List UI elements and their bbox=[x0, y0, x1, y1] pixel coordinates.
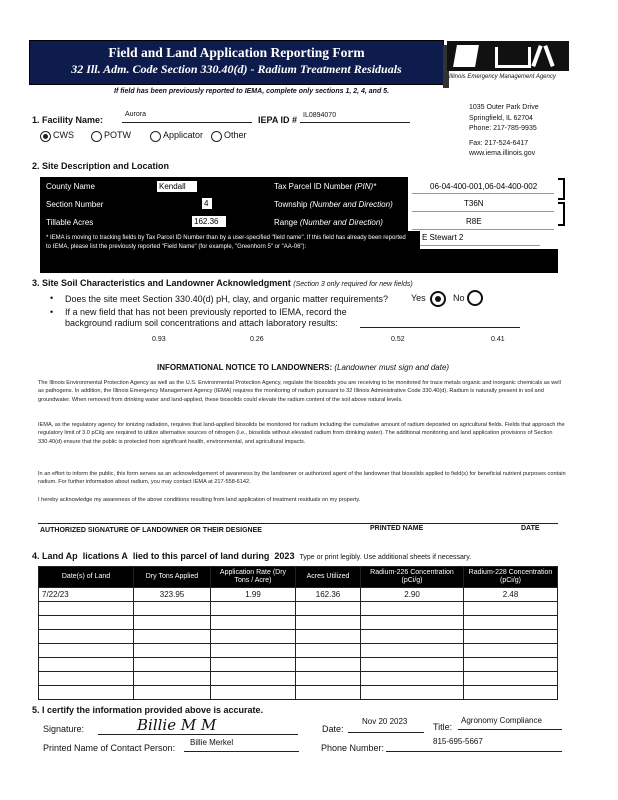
table-cell[interactable] bbox=[134, 616, 211, 630]
tax-parcel-value[interactable]: 06-04-400-001,06-04-400-002 bbox=[430, 182, 538, 191]
table-cell[interactable] bbox=[39, 644, 134, 658]
notice-paragraph-1: The Illinois Environmental Protection Agency as well as the U.S. Environmental Protection Agency, regulate the biosolids you are receiving to be monitored for trace metals organic and inorganic chemicals as well as pathogens. In addition, the Illinois Emergency Management Agency (IEMA) requires the monitoring of radium pursuant to 32 Illinois Administrative Code 330.40(d). Radium is naturally present in soil and groundwater. When removed from drinking water and land-applied, these biosolids could elevate the radium content of the soil above natural levels. bbox=[38, 380, 561, 403]
notice-paragraph-2: IEMA, as the regulatory agency for ionizing radiation, requires that land-applied biosolids be monitored for radium including the cumulative amount of radium deposited on agricultural fields. Fields that approach the regulatory limit of 3.0 pCi/g are required to utilize alternative sources of nitrogen (i.e., biosolids without elevated radium from drinking water). The additional monitoring and land application provisions of Section 330.40(d) ensure that the public is protected from significant health, environmental, and agricultural impacts. bbox=[38, 422, 565, 445]
county-label: County Name bbox=[46, 182, 95, 191]
agency-name: Illinois Emergency Management Agency bbox=[449, 74, 556, 80]
yes-radio[interactable] bbox=[430, 291, 446, 307]
address-city: Springfield, IL 62704 bbox=[469, 115, 533, 122]
table-cell[interactable]: 323.95 bbox=[134, 588, 211, 602]
township-label: Township bbox=[274, 200, 308, 209]
table-cell[interactable] bbox=[361, 686, 464, 700]
table-cell[interactable]: 7/22/23 bbox=[39, 588, 134, 602]
table-cell[interactable] bbox=[39, 686, 134, 700]
panel-bracket-1 bbox=[558, 178, 565, 200]
township-hint: (Number and Direction) bbox=[309, 200, 393, 209]
cws-label: CWS bbox=[53, 130, 74, 140]
panel-bracket-2 bbox=[558, 202, 565, 226]
table-row bbox=[39, 644, 558, 658]
range-hint: (Number and Direction) bbox=[299, 218, 383, 227]
title-underline bbox=[458, 729, 562, 730]
no-radio[interactable] bbox=[467, 290, 483, 306]
table-cell[interactable] bbox=[296, 672, 361, 686]
table-cell[interactable] bbox=[134, 672, 211, 686]
tax-parcel-label: Tax Parcel ID Number bbox=[274, 182, 353, 191]
form-title-banner bbox=[29, 40, 444, 85]
table-cell[interactable]: 1.99 bbox=[211, 588, 296, 602]
address-phone: Phone: 217-785-9935 bbox=[469, 125, 537, 132]
notice-heading-note: (Landowner must sign and date) bbox=[334, 363, 450, 372]
table-cell[interactable] bbox=[296, 686, 361, 700]
table-cell[interactable] bbox=[464, 616, 558, 630]
table-cell[interactable] bbox=[134, 658, 211, 672]
table-cell[interactable] bbox=[134, 630, 211, 644]
soil-value-3[interactable]: 0.52 bbox=[391, 336, 405, 343]
table-cell[interactable] bbox=[39, 672, 134, 686]
land-application-table bbox=[38, 566, 558, 700]
tillable-acres-label: Tillable Acres bbox=[46, 218, 94, 227]
table-cell[interactable] bbox=[134, 644, 211, 658]
table-row bbox=[39, 602, 558, 616]
table-cell[interactable] bbox=[361, 602, 464, 616]
table-cell[interactable] bbox=[296, 602, 361, 616]
signature-underline bbox=[98, 734, 298, 735]
soil-value-2[interactable]: 0.26 bbox=[250, 336, 264, 343]
table-cell[interactable] bbox=[464, 644, 558, 658]
section4-heading-b: lications A bbox=[82, 551, 128, 561]
field-name-note: * IEMA is moving to tracking fields by Tax Parcel ID Number than by a user-specified "field name". If this field has already been reported to IEMA, please list the previously reported "Field Name" (for example, "Greenhorn 5" or "AA-06"): bbox=[46, 235, 406, 250]
q2-line2: background radium soil concentrations and attach laboratory results: bbox=[65, 318, 338, 328]
table-row bbox=[39, 588, 558, 602]
table-cell[interactable] bbox=[39, 630, 134, 644]
signature-label: Signature: bbox=[43, 724, 85, 734]
section4-year[interactable]: 2023 bbox=[274, 551, 295, 561]
section4-note: Type or print legibly. Use additional sheets if necessary. bbox=[299, 554, 472, 561]
col-radium-226: Radium-226 Concentration (pCi/g) bbox=[361, 567, 464, 588]
potw-radio[interactable] bbox=[91, 131, 102, 142]
q2-line1: If a new field that has not been previously reported to IEMA, record the bbox=[65, 307, 347, 317]
landowner-signature-label: AUTHORIZED SIGNATURE OF LANDOWNER OR THEIR DESIGNEE bbox=[40, 527, 262, 534]
table-cell[interactable] bbox=[296, 616, 361, 630]
table-cell[interactable] bbox=[134, 686, 211, 700]
section1-heading: 1. Facility Name: bbox=[32, 115, 104, 125]
section-number-field[interactable]: 4 bbox=[202, 198, 212, 209]
table-cell[interactable] bbox=[134, 602, 211, 616]
address-web: www.iema.illinois.gov bbox=[469, 150, 536, 157]
iepa-id-value[interactable]: IL0894070 bbox=[303, 112, 337, 119]
table-cell[interactable] bbox=[211, 644, 296, 658]
previously-reported-notice: If field has been previously reported to IEMA, complete only sections 1, 2, 4, and 5. bbox=[114, 88, 390, 95]
section5-heading: 5. I certify the information provided above is accurate. bbox=[32, 705, 264, 715]
table-cell[interactable]: 2.90 bbox=[361, 588, 464, 602]
table-cell[interactable] bbox=[464, 602, 558, 616]
table-cell[interactable] bbox=[464, 658, 558, 672]
table-cell[interactable]: 2.48 bbox=[464, 588, 558, 602]
form-subtitle: 32 Ill. Adm. Code Section 330.40(d) - Radium Treatment Residuals bbox=[71, 62, 402, 76]
col-dry-tons: Dry Tons Applied bbox=[134, 567, 211, 588]
address-street: 1035 Outer Park Drive bbox=[469, 104, 539, 111]
range-value[interactable]: R8E bbox=[466, 217, 482, 226]
other-label: Other bbox=[224, 130, 247, 140]
notice-heading: INFORMATIONAL NOTICE TO LANDOWNERS: bbox=[157, 363, 333, 372]
range-label: Range bbox=[274, 218, 298, 227]
iema-logo bbox=[447, 41, 569, 71]
col-app-rate: Application Rate (Dry Tons / Acre) bbox=[211, 567, 296, 588]
section3-note: (Section 3 only required for new fields) bbox=[293, 281, 413, 288]
col-acres: Acres Utilized bbox=[296, 567, 361, 588]
township-value[interactable]: T36N bbox=[464, 199, 484, 208]
contact-name-label: Printed Name of Contact Person: bbox=[43, 743, 176, 753]
tillable-acres-field[interactable]: 162.36 bbox=[192, 216, 226, 227]
field-name-value[interactable]: E Stewart 2 bbox=[422, 233, 464, 242]
address-fax: Fax: 217-524-6417 bbox=[469, 140, 529, 147]
title-value[interactable]: Agronomy Compliance bbox=[461, 716, 542, 725]
table-cell[interactable] bbox=[296, 658, 361, 672]
field-name-box bbox=[420, 231, 558, 249]
table-row bbox=[39, 616, 558, 630]
contact-name-underline bbox=[184, 751, 299, 752]
printed-name-label: PRINTED NAME bbox=[370, 525, 424, 532]
table-cell[interactable] bbox=[211, 686, 296, 700]
title-label: Title: bbox=[433, 722, 453, 732]
applicator-label: Applicator bbox=[163, 130, 204, 140]
notice-paragraph-3: In an effort to inform the public, this form serves as an acknowledgement of awareness by the landowner or authorized agent of the landowner that biosolids applied to field(s) for beneficial nutrient purposes contain radium. For further information about radium, you may contact IEMA at 217-558-6142. bbox=[38, 471, 566, 486]
q1-bullet: • bbox=[50, 293, 54, 303]
table-row bbox=[39, 630, 558, 644]
applicator-radio[interactable] bbox=[150, 131, 161, 142]
iepa-id-underline bbox=[300, 122, 410, 123]
table-cell[interactable] bbox=[39, 616, 134, 630]
table-cell[interactable] bbox=[39, 658, 134, 672]
table-cell[interactable]: 162.36 bbox=[296, 588, 361, 602]
other-radio[interactable] bbox=[211, 131, 222, 142]
potw-label: POTW bbox=[104, 130, 131, 140]
table-cell[interactable] bbox=[361, 630, 464, 644]
county-field[interactable]: Kendall bbox=[157, 181, 197, 192]
table-cell[interactable] bbox=[296, 644, 361, 658]
section4-heading-c: lied to this parcel of land during bbox=[132, 551, 270, 561]
phone-value[interactable]: 815-695-5667 bbox=[433, 737, 483, 746]
table-row bbox=[39, 686, 558, 700]
table-header-row bbox=[39, 567, 558, 588]
site-description-panel bbox=[40, 177, 558, 273]
section2-heading: 2. Site Description and Location bbox=[32, 161, 170, 171]
q2-bullet: • bbox=[50, 307, 54, 317]
phone-underline bbox=[386, 751, 562, 752]
col-dates: Date(s) of Land bbox=[39, 567, 134, 588]
tax-parcel-hint: (PIN)* bbox=[354, 182, 377, 191]
section5-date-label: Date: bbox=[322, 724, 344, 734]
contact-signature[interactable]: Billie M M bbox=[137, 716, 217, 734]
table-cell[interactable] bbox=[211, 630, 296, 644]
form-title: Field and Land Application Reporting Form bbox=[108, 45, 365, 60]
notice-paragraph-4: I hereby acknowledge my awareness of the above conditions resulting from land application of treatment residuals on my property. bbox=[38, 497, 361, 503]
phone-label: Phone Number: bbox=[321, 743, 385, 753]
table-cell[interactable] bbox=[464, 686, 558, 700]
section-number-label: Section Number bbox=[46, 200, 104, 209]
section5-date-value[interactable]: Nov 20 2023 bbox=[362, 717, 408, 726]
table-cell[interactable] bbox=[296, 630, 361, 644]
date-label: DATE bbox=[521, 525, 540, 532]
date-underline bbox=[348, 732, 424, 733]
table-cell[interactable] bbox=[464, 672, 558, 686]
table-cell[interactable] bbox=[39, 602, 134, 616]
iepa-id-label: IEPA ID # bbox=[258, 115, 298, 125]
section4-heading-a: 4. Land Ap bbox=[32, 551, 78, 561]
table-cell[interactable] bbox=[211, 658, 296, 672]
no-label: No bbox=[453, 293, 465, 303]
parcel-values-area bbox=[408, 177, 558, 231]
contact-name-value[interactable]: Billie Merkel bbox=[190, 738, 234, 747]
table-cell[interactable] bbox=[361, 616, 464, 630]
soil-value-4[interactable]: 0.41 bbox=[491, 336, 505, 343]
table-cell[interactable] bbox=[211, 616, 296, 630]
table-cell[interactable] bbox=[361, 644, 464, 658]
q2-underline bbox=[360, 327, 520, 328]
table-cell[interactable] bbox=[361, 672, 464, 686]
table-cell[interactable] bbox=[464, 630, 558, 644]
col-radium-228: Radium-228 Concentration (pCi/g) bbox=[464, 567, 558, 588]
facility-name-underline bbox=[122, 122, 252, 123]
soil-value-1[interactable]: 0.93 bbox=[152, 336, 166, 343]
table-cell[interactable] bbox=[211, 602, 296, 616]
table-row bbox=[39, 672, 558, 686]
table-cell[interactable] bbox=[361, 658, 464, 672]
table-row bbox=[39, 658, 558, 672]
cws-radio[interactable] bbox=[40, 131, 51, 142]
table-cell[interactable] bbox=[211, 672, 296, 686]
section3-heading: 3. Site Soil Characteristics and Landowner Acknowledgment bbox=[32, 278, 291, 288]
landowner-signature-line[interactable] bbox=[38, 523, 558, 524]
facility-name-value[interactable]: Aurora bbox=[125, 111, 147, 118]
yes-label: Yes bbox=[411, 293, 426, 303]
q1-text: Does the site meet Section 330.40(d) pH, clay, and organic matter requirements? bbox=[65, 294, 388, 304]
